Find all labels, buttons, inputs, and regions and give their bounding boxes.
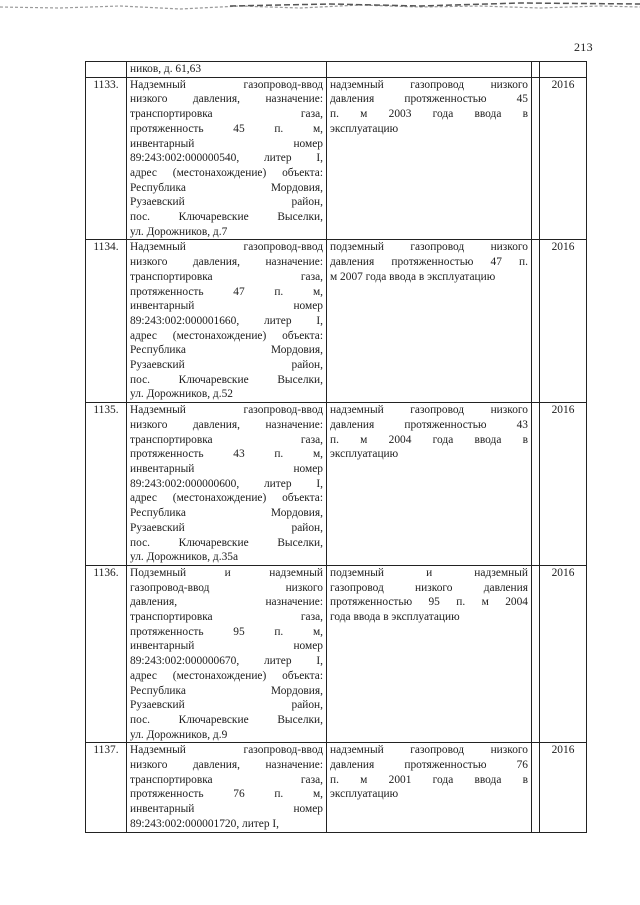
characteristics-line: надземный газопровод низкого [330,78,528,91]
description-line: пос. Ключаревские Выселки, [130,713,323,726]
description-line: Республика Мордовия, [130,507,323,520]
description-line: инвентарный номер [130,137,323,150]
description-line: транспортировка газа, [130,773,323,786]
row-number-cell: 1135. [86,403,127,566]
description-line: Рузаевский район, [130,521,323,534]
object-characteristics-cell [327,403,532,566]
description-line: низкого давления, назначение: [130,93,323,106]
year-cell: 2016 [540,743,587,832]
row-number-cell: 1134. [86,240,127,403]
object-characteristics-cell [327,565,532,742]
description-line: инвентарный номер [130,300,323,313]
description-line: ул. Дорожников, д.9 [130,728,228,741]
characteristics-line: эксплуатацию [330,122,399,135]
object-description-cell [127,240,327,403]
description-line: 89:243:002:000000540, литер I, [130,152,323,165]
description-line: пос. Ключаревские Выселки, [130,373,323,386]
description-line: протяженность 47 п. м, [130,285,323,298]
blank-cell [532,240,540,403]
description-line: ул. Дорожников, д.7 [130,225,228,238]
description-line: Подземный и надземный [130,566,323,579]
description-line: протяженность 95 п. м, [130,625,323,638]
object-characteristics-cell [327,62,532,78]
characteristics-line: подземный газопровод низкого [330,241,528,254]
object-characteristics-cell [327,77,532,240]
description-line: адрес (местонахождение) объекта: [130,329,323,342]
table-row [86,77,587,240]
table-row [86,403,587,566]
description-line: Республика Мордовия, [130,181,323,194]
table-row [86,240,587,403]
object-description-cell [127,565,327,742]
description-line: Рузаевский район, [130,699,323,712]
characteristics-line: давления протяженностью 43 [330,418,528,431]
characteristics-line: надземный газопровод низкого [330,744,528,757]
characteristics-line: газопровод низкого давления [330,581,528,594]
row-number-cell [86,62,127,78]
description-line: 89:243:002:000000600, литер I, [130,477,323,490]
description-line: 89:243:002:000000670, литер I, [130,655,323,668]
continuation-row [86,62,587,78]
description-line: пос. Ключаревские Выселки, [130,211,323,224]
blank-cell [532,62,540,78]
description-line: 89:243:002:000001720, литер I, [130,817,280,830]
page-number: 213 [574,40,593,54]
year-cell: 2016 [540,77,587,240]
description-line: пос. Ключаревские Выселки, [130,536,323,549]
characteristics-line: м 2007 года ввода в эксплуатацию [330,270,496,283]
characteristics-line: подземный и надземный [330,566,528,579]
table-row [86,565,587,742]
object-characteristics-cell [327,240,532,403]
scan-edge-artifact [0,0,640,14]
characteristics-line: эксплуатацию [330,448,399,461]
object-description-cell [127,77,327,240]
description-line: адрес (местонахождение) объекта: [130,492,323,505]
characteristics-line: п. м 2001 года ввода в [330,773,528,786]
year-cell: 2016 [540,565,587,742]
characteristics-line: надземный газопровод низкого [330,404,528,417]
description-line: инвентарный номер [130,640,323,653]
object-description-cell [127,62,327,78]
characteristics-line: давления протяженностью 76 [330,759,528,772]
description-line: адрес (местонахождение) объекта: [130,166,323,179]
description-line: протяженность 76 п. м, [130,788,323,801]
blank-cell [532,77,540,240]
description-line: давления, назначение: [130,596,323,609]
blank-cell [532,565,540,742]
characteristics-line: давления протяженностью 47 п. [330,256,528,269]
description-line: транспортировка газа, [130,108,323,121]
description-line: транспортировка газа, [130,433,323,446]
characteristics-line: протяженностью 95 п. м 2004 [330,596,528,609]
description-line: протяженность 43 п. м, [130,448,323,461]
description-line: Надземный газопровод-ввод [130,404,323,417]
row-number-cell: 1133. [86,77,127,240]
description-line: Рузаевский район, [130,359,323,372]
description-line: инвентарный номер [130,803,323,816]
blank-cell [532,743,540,832]
description-line: газопровод-ввод низкого [130,581,323,594]
description-line: Надземный газопровод-ввод [130,744,323,757]
description-line: Рузаевский район, [130,196,323,209]
description-line: низкого давления, назначение: [130,256,323,269]
characteristics-line: эксплуатацию [330,788,399,801]
description-line: низкого давления, назначение: [130,759,323,772]
row-number-cell: 1136. [86,565,127,742]
characteristics-line: года ввода в эксплуатацию [330,611,460,624]
description-line: инвентарный номер [130,462,323,475]
description-line: Республика Мордовия, [130,684,323,697]
description-line: транспортировка газа, [130,611,323,624]
description-line: транспортировка газа, [130,270,323,283]
description-line: протяженность 45 п. м, [130,122,323,135]
blank-cell [532,403,540,566]
description-line: Надземный газопровод-ввод [130,78,323,91]
property-registry-table [85,61,587,833]
description-line: ул. Дорожников, д.35а [130,551,239,564]
description-line: ул. Дорожников, д.52 [130,388,233,401]
description-line: низкого давления, назначение: [130,418,323,431]
characteristics-line: п. м 2003 года ввода в [330,108,528,121]
registry-table-body [86,62,587,833]
characteristics-line: давления протяженностью 45 [330,93,528,106]
characteristics-line: п. м 2004 года ввода в [330,433,528,446]
row-number-cell: 1137. [86,743,127,832]
table-row [86,743,587,832]
year-cell: 2016 [540,240,587,403]
year-cell [540,62,587,78]
description-line: Надземный газопровод-ввод [130,241,323,254]
object-characteristics-cell [327,743,532,832]
year-cell: 2016 [540,403,587,566]
description-line: 89:243:002:000001660, литер I, [130,314,323,327]
continuation-text: ников, д. 61,63 [130,63,202,75]
object-description-cell [127,743,327,832]
description-line: адрес (местонахождение) объекта: [130,669,323,682]
description-line: Республика Мордовия, [130,344,323,357]
object-description-cell [127,403,327,566]
